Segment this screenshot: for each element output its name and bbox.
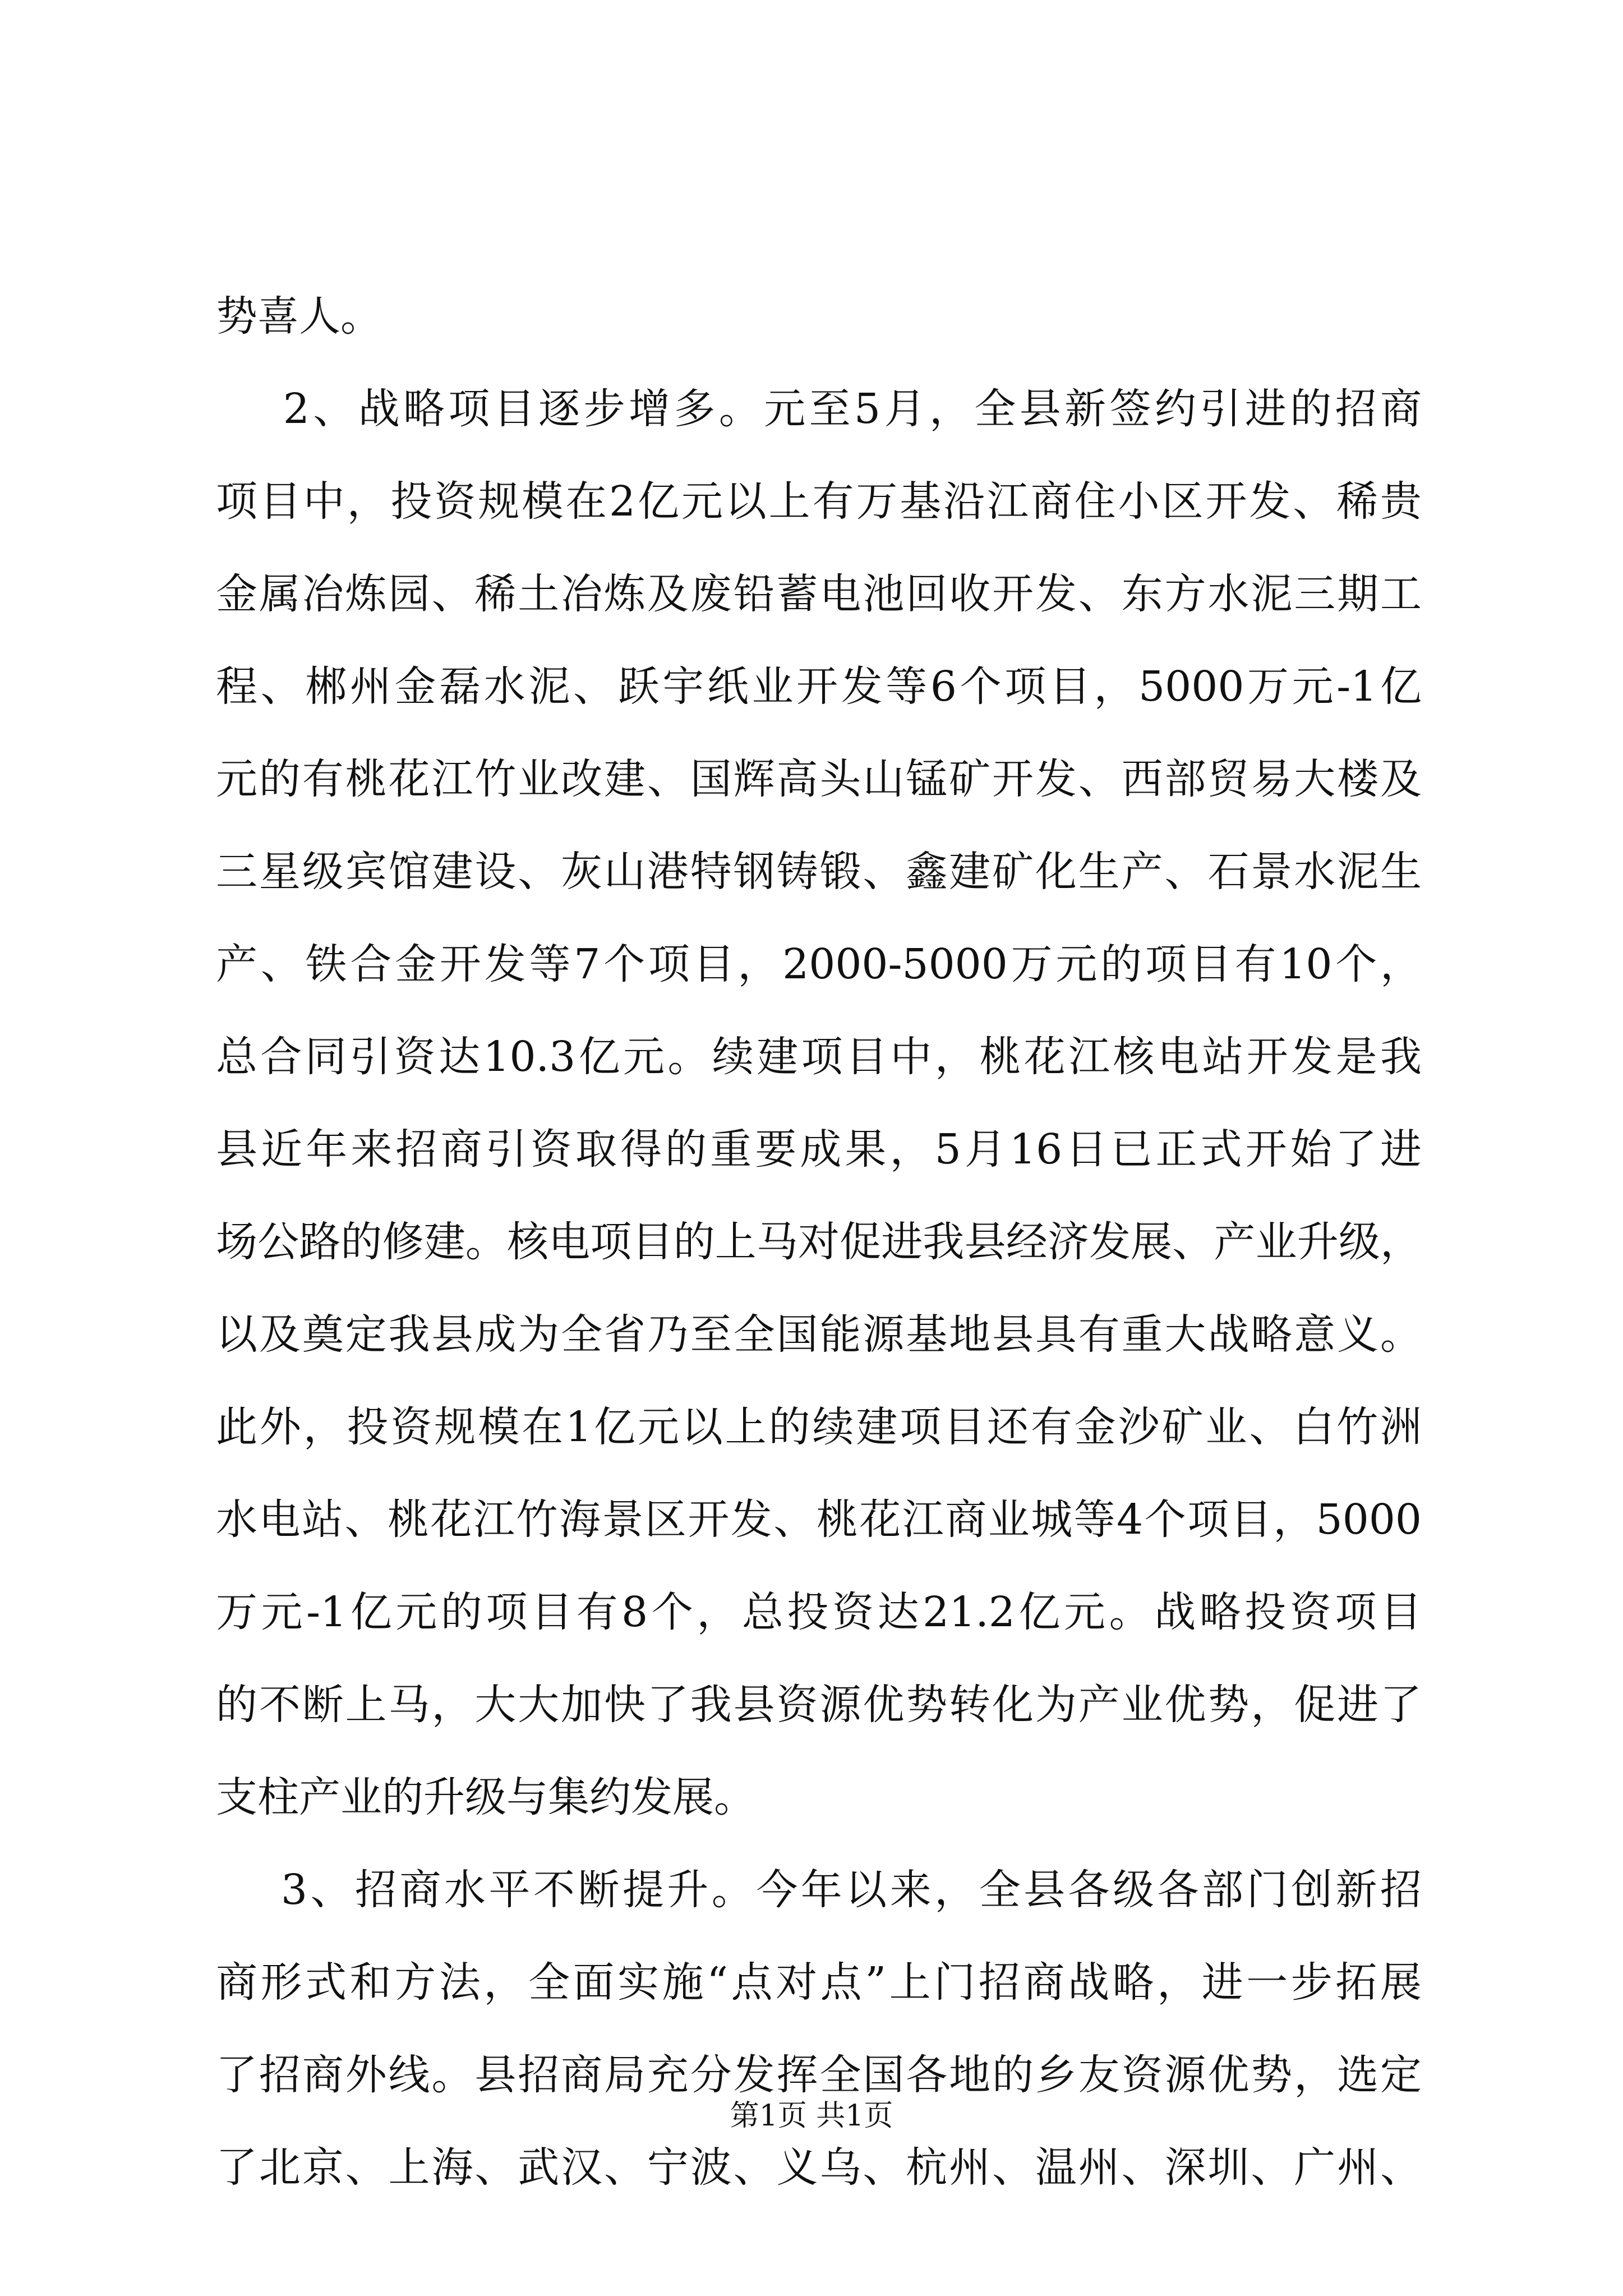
- text-line: 势喜人。: [216, 292, 382, 341]
- page-footer: 第1页 共1页: [730, 2099, 893, 2133]
- text-line: 产、铁合金开发等7个项目，2000-5000万元的项目有10个，: [216, 940, 1422, 988]
- text-line: 了招商外线。县招商局充分发挥全国各地的乡友资源优势，选定: [216, 2051, 1422, 2099]
- text-line: 金属冶炼园、稀土冶炼及废铅蓄电池回收开发、东方水泥三期工: [216, 570, 1422, 618]
- text-line: 商形式和方法，全面实施“点对点”上门招商战略，进一步拓展: [216, 1958, 1422, 2007]
- text-line: 了北京、上海、武汉、宁波、义乌、杭州、温州、深圳、广州、: [216, 2143, 1422, 2192]
- text-line: 总合同引资达10.3亿元。续建项目中，桃花江核电站开发是我: [216, 1033, 1422, 1081]
- text-line: 万元-1亿元的项目有8个，总投资达21.2亿元。战略投资项目: [216, 1588, 1422, 1636]
- text-line: 三星级宾馆建设、灰山港特钢铸锻、鑫建矿化生产、石景水泥生: [216, 848, 1422, 896]
- text-line: 的不断上马，大大加快了我县资源优势转化为产业优势，促进了: [216, 1681, 1422, 1729]
- text-line: 此外，投资规模在1亿元以上的续建项目还有金沙矿业、白竹洲: [216, 1403, 1422, 1451]
- document-body: [216, 270, 1422, 2214]
- text-line: 以及奠定我县成为全省乃至全国能源基地县具有重大战略意义。: [216, 1310, 1422, 1359]
- text-line: 场公路的修建。核电项目的上马对促进我县经济发展、产业升级，: [216, 1218, 1422, 1266]
- text-line: 2、战略项目逐步增多。元至5月，全县新签约引进的招商: [216, 385, 1422, 433]
- text-line: 程、郴州金磊水泥、跃宇纸业开发等6个项目，5000万元-1亿: [216, 662, 1422, 711]
- text-line: 元的有桃花江竹业改建、国辉高头山锰矿开发、西部贸易大楼及: [216, 755, 1422, 803]
- text-line: 3、招商水平不断提升。今年以来，全县各级各部门创新招: [216, 1866, 1422, 1914]
- text-line: 县近年来招商引资取得的重要成果，5月16日已正式开始了进: [216, 1125, 1422, 1174]
- text-line: 项目中，投资规模在2亿元以上有万基沿江商住小区开发、稀贵: [216, 477, 1422, 526]
- text-line: 支柱产业的升级与集约发展。: [216, 1773, 755, 1821]
- text-line: 水电站、桃花江竹海景区开发、桃花江商业城等4个项目，5000: [216, 1496, 1422, 1544]
